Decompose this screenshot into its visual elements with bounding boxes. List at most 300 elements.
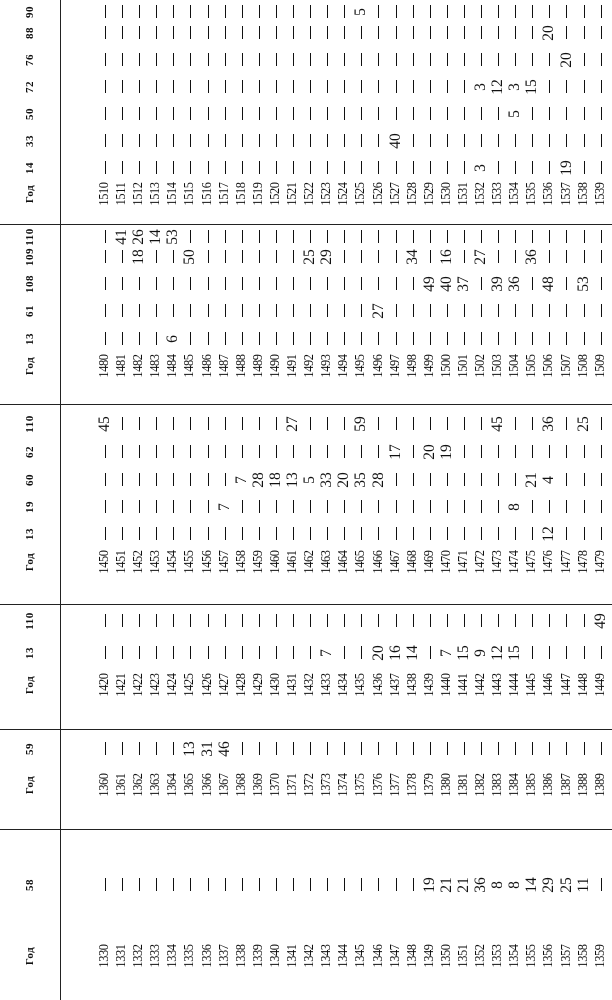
year-cell: 1463: [319, 550, 335, 574]
year-cell: 1335: [182, 944, 198, 968]
dash-mark: [515, 528, 516, 541]
year-cell: 1536: [541, 182, 557, 206]
empty-dash: [250, 733, 267, 765]
dash-mark: [566, 81, 567, 94]
dash-mark: [105, 231, 106, 244]
dash-mark: [139, 333, 140, 346]
empty-dash: [216, 869, 233, 901]
empty-dash: [113, 436, 130, 468]
empty-dash: [233, 605, 250, 637]
empty-dash: [540, 637, 557, 669]
empty-dash: [506, 221, 523, 253]
dash-mark: [310, 27, 311, 40]
dash-mark: [208, 528, 209, 541]
dash-mark: [139, 54, 140, 67]
dash-mark: [139, 446, 140, 459]
empty-dash: [164, 733, 181, 765]
year-cell: 1524: [336, 182, 352, 206]
dash-mark: [173, 27, 174, 40]
year-cell: 1380: [438, 773, 454, 797]
year-cell: 1387: [558, 773, 574, 797]
empty-dash: [181, 323, 198, 355]
year-cell: 1353: [490, 944, 506, 968]
dash-mark: [173, 162, 174, 175]
year-cell: 1357: [558, 944, 574, 968]
dash-mark: [566, 418, 567, 431]
year-cell: 1429: [250, 673, 266, 697]
empty-dash: [113, 323, 130, 355]
dash-mark: [293, 528, 294, 541]
value-cell: 26: [130, 229, 148, 245]
dash-mark: [293, 879, 294, 892]
empty-dash: [130, 0, 147, 28]
dash-mark: [156, 446, 157, 459]
dash-mark: [225, 615, 226, 628]
year-cell: 1442: [473, 673, 489, 697]
dash-mark: [208, 474, 209, 487]
dash-mark: [549, 231, 550, 244]
year-cell: 1464: [336, 550, 352, 574]
empty-dash: [130, 733, 147, 765]
dash-mark: [156, 81, 157, 94]
dash-mark: [549, 162, 550, 175]
year-cell: 1511: [114, 182, 130, 206]
dash-mark: [105, 615, 106, 628]
dash-mark: [105, 108, 106, 121]
dash-mark: [276, 54, 277, 67]
empty-dash: [404, 408, 421, 440]
dash-mark: [464, 6, 465, 19]
year-cell: 1421: [114, 673, 130, 697]
empty-dash: [489, 733, 506, 765]
dash-mark: [601, 743, 602, 756]
station-header: 76: [24, 54, 36, 66]
empty-dash: [540, 436, 557, 468]
year-cell: 1345: [353, 944, 369, 968]
table-block: [0, 0, 612, 225]
dash-mark: [190, 81, 191, 94]
dash-mark: [378, 743, 379, 756]
empty-dash: [370, 733, 387, 765]
empty-dash: [506, 605, 523, 637]
table-block: [0, 604, 612, 730]
value-cell: 29: [540, 877, 558, 893]
dash-mark: [122, 108, 123, 121]
dash-mark: [464, 418, 465, 431]
value-cell: 12: [540, 526, 558, 542]
dash-mark: [276, 501, 277, 514]
year-cell: 1502: [473, 354, 489, 378]
empty-dash: [352, 637, 369, 669]
year-cell: 1360: [97, 773, 112, 797]
empty-dash: [592, 869, 609, 901]
empty-dash: [387, 605, 404, 637]
year-cell: 1534: [507, 182, 523, 206]
empty-dash: [404, 436, 421, 468]
dash-mark: [208, 162, 209, 175]
dash-mark: [396, 418, 397, 431]
dash-mark: [310, 879, 311, 892]
dash-mark: [447, 231, 448, 244]
dash-mark: [361, 81, 362, 94]
dash-mark: [139, 647, 140, 660]
dash-mark: [259, 231, 260, 244]
empty-dash: [370, 605, 387, 637]
empty-dash: [387, 464, 404, 496]
dash-mark: [105, 162, 106, 175]
dash-mark: [532, 647, 533, 660]
dash-mark: [259, 333, 260, 346]
year-cell: 1376: [370, 773, 386, 797]
empty-dash: [301, 408, 318, 440]
empty-dash: [455, 436, 472, 468]
dash-mark: [413, 6, 414, 19]
dash-mark: [173, 879, 174, 892]
station-header: 59: [24, 743, 36, 755]
value-cell: 14: [523, 877, 541, 893]
dash-mark: [396, 528, 397, 541]
empty-dash: [421, 323, 438, 355]
dash-mark: [361, 305, 362, 318]
dash-mark: [447, 743, 448, 756]
empty-dash: [438, 0, 455, 28]
empty-dash: [233, 637, 250, 669]
dash-mark: [566, 501, 567, 514]
value-cell: 16: [386, 645, 404, 661]
empty-dash: [506, 464, 523, 496]
empty-dash: [199, 637, 216, 669]
empty-dash: [438, 605, 455, 637]
dash-mark: [361, 446, 362, 459]
empty-dash: [233, 323, 250, 355]
value-cell: 25: [557, 877, 575, 893]
value-column: [96, 323, 609, 355]
dash-mark: [464, 108, 465, 121]
dash-mark: [413, 743, 414, 756]
dash-mark: [378, 231, 379, 244]
empty-dash: [199, 408, 216, 440]
dash-mark: [190, 135, 191, 148]
year-cell: 1447: [558, 673, 574, 697]
empty-dash: [130, 869, 147, 901]
year-cell: 1336: [199, 944, 215, 968]
year-cell: 1362: [131, 773, 147, 797]
empty-dash: [284, 323, 301, 355]
empty-dash: [335, 869, 352, 901]
year-cell: 1493: [319, 354, 335, 378]
empty-dash: [164, 605, 181, 637]
empty-dash: [558, 436, 575, 468]
dash-mark: [276, 81, 277, 94]
year-cell: 1523: [319, 182, 335, 206]
dash-mark: [276, 528, 277, 541]
year-cell: 1520: [267, 182, 283, 206]
value-cell: 25: [301, 249, 319, 265]
dash-mark: [413, 108, 414, 121]
dash-mark: [601, 6, 602, 19]
year-cell: 1435: [353, 673, 369, 697]
dash-mark: [481, 333, 482, 346]
value-cell: 4: [540, 476, 558, 484]
year-column: [96, 763, 609, 807]
dash-mark: [601, 278, 602, 291]
dash-mark: [481, 615, 482, 628]
dash-mark: [122, 879, 123, 892]
empty-dash: [96, 733, 113, 765]
dash-mark: [242, 615, 243, 628]
dash-mark: [139, 162, 140, 175]
empty-dash: [318, 605, 335, 637]
year-cell: 1365: [182, 773, 198, 797]
dash-mark: [361, 879, 362, 892]
dash-mark: [208, 231, 209, 244]
empty-dash: [284, 0, 301, 28]
value-cell: 49: [591, 613, 609, 629]
dash-mark: [105, 54, 106, 67]
dash-mark: [344, 446, 345, 459]
empty-dash: [301, 323, 318, 355]
empty-dash: [438, 408, 455, 440]
dash-mark: [378, 108, 379, 121]
dash-mark: [498, 231, 499, 244]
empty-dash: [147, 408, 164, 440]
year-cell: 1450: [97, 550, 112, 574]
dash-mark: [584, 81, 585, 94]
dash-mark: [532, 231, 533, 244]
dash-mark: [601, 135, 602, 148]
value-cell: 41: [113, 229, 131, 245]
empty-dash: [387, 733, 404, 765]
dash-mark: [430, 81, 431, 94]
year-cell: 1364: [165, 773, 181, 797]
dash-mark: [361, 162, 362, 175]
dash-mark: [139, 418, 140, 431]
dash-mark: [498, 27, 499, 40]
year-cell: 1497: [387, 354, 403, 378]
year-cell: 1338: [233, 944, 249, 968]
empty-dash: [489, 323, 506, 355]
dash-mark: [396, 333, 397, 346]
dash-mark: [515, 135, 516, 148]
year-cell: 1496: [370, 354, 386, 378]
empty-dash: [387, 221, 404, 253]
dash-mark: [532, 54, 533, 67]
empty-dash: [592, 436, 609, 468]
year-cell: 1367: [216, 773, 232, 797]
dash-mark: [327, 278, 328, 291]
dash-mark: [105, 135, 106, 148]
year-cell: 1505: [524, 354, 540, 378]
empty-dash: [181, 605, 198, 637]
dash-mark: [396, 6, 397, 19]
year-cell: 1431: [285, 673, 301, 697]
dash-mark: [430, 647, 431, 660]
dash-mark: [378, 54, 379, 67]
year-cell: 1350: [438, 944, 454, 968]
empty-dash: [558, 408, 575, 440]
dash-mark: [293, 501, 294, 514]
value-cell: 8: [506, 503, 524, 511]
empty-dash: [558, 323, 575, 355]
dash-mark: [464, 528, 465, 541]
dash-mark: [566, 528, 567, 541]
dash-mark: [584, 501, 585, 514]
dash-mark: [532, 615, 533, 628]
dash-mark: [242, 278, 243, 291]
year-header: Год: [24, 675, 36, 695]
value-cell: 3: [506, 83, 524, 91]
dash-mark: [122, 446, 123, 459]
dash-mark: [498, 135, 499, 148]
dash-mark: [464, 81, 465, 94]
empty-dash: [421, 408, 438, 440]
dash-mark: [105, 501, 106, 514]
dash-mark: [259, 615, 260, 628]
dash-mark: [532, 528, 533, 541]
year-cell: 1474: [507, 550, 523, 574]
empty-dash: [438, 323, 455, 355]
dash-mark: [208, 879, 209, 892]
dash-mark: [601, 54, 602, 67]
empty-dash: [540, 605, 557, 637]
dash-mark: [515, 743, 516, 756]
dash-mark: [566, 474, 567, 487]
dash-mark: [310, 528, 311, 541]
dash-mark: [122, 278, 123, 291]
station-header: 50: [24, 108, 36, 120]
header-row: [0, 0, 61, 224]
dash-mark: [190, 333, 191, 346]
empty-dash: [335, 436, 352, 468]
empty-dash: [387, 869, 404, 901]
dash-mark: [413, 418, 414, 431]
year-cell: 1331: [114, 944, 130, 968]
value-cell: 11: [574, 877, 592, 893]
dash-mark: [532, 6, 533, 19]
year-cell: 1487: [216, 354, 232, 378]
dash-mark: [276, 743, 277, 756]
year-cell: 1486: [199, 354, 215, 378]
empty-dash: [318, 408, 335, 440]
dash-mark: [601, 27, 602, 40]
year-cell: 1537: [558, 182, 574, 206]
year-cell: 1332: [131, 944, 147, 968]
dash-mark: [208, 501, 209, 514]
value-cell: 20: [557, 52, 575, 68]
year-cell: 1495: [353, 354, 369, 378]
empty-dash: [404, 221, 421, 253]
year-cell: 1461: [285, 550, 301, 574]
dash-mark: [515, 615, 516, 628]
dash-mark: [361, 231, 362, 244]
dash-mark: [601, 647, 602, 660]
dash-mark: [549, 135, 550, 148]
dash-mark: [327, 81, 328, 94]
dash-mark: [344, 501, 345, 514]
dash-mark: [327, 27, 328, 40]
empty-dash: [318, 733, 335, 765]
empty-dash: [489, 436, 506, 468]
empty-dash: [284, 605, 301, 637]
empty-dash: [404, 605, 421, 637]
dash-mark: [225, 305, 226, 318]
empty-dash: [216, 221, 233, 253]
year-cell: 1518: [233, 182, 249, 206]
dash-mark: [122, 135, 123, 148]
station-header: 109: [24, 248, 36, 266]
empty-dash: [421, 605, 438, 637]
empty-dash: [181, 869, 198, 901]
value-cell: 9: [472, 649, 490, 657]
value-cell: 15: [506, 645, 524, 661]
year-cell: 1538: [575, 182, 591, 206]
empty-dash: [575, 0, 592, 28]
year-cell: 1384: [507, 773, 523, 797]
empty-dash: [523, 436, 540, 468]
dash-mark: [259, 647, 260, 660]
year-cell: 1471: [455, 550, 471, 574]
dash-mark: [327, 108, 328, 121]
empty-dash: [113, 733, 130, 765]
year-cell: 1466: [370, 550, 386, 574]
empty-dash: [96, 637, 113, 669]
year-cell: 1427: [216, 673, 232, 697]
dash-mark: [396, 231, 397, 244]
dash-mark: [190, 108, 191, 121]
empty-dash: [523, 733, 540, 765]
dash-mark: [276, 647, 277, 660]
dash-mark: [225, 418, 226, 431]
station-header: 110: [24, 228, 36, 246]
dash-mark: [498, 305, 499, 318]
dash-mark: [344, 743, 345, 756]
dash-mark: [156, 27, 157, 40]
empty-dash: [558, 605, 575, 637]
value-cell: 3: [472, 164, 490, 172]
dash-mark: [122, 81, 123, 94]
year-cell: 1539: [592, 182, 608, 206]
value-cell: 7: [232, 476, 250, 484]
dash-mark: [173, 418, 174, 431]
dash-mark: [156, 108, 157, 121]
station-header: 108: [24, 275, 36, 293]
empty-dash: [592, 464, 609, 496]
empty-dash: [181, 408, 198, 440]
dash-mark: [242, 879, 243, 892]
value-cell: 13: [181, 741, 199, 757]
table-block: [0, 729, 612, 830]
dash-mark: [225, 162, 226, 175]
empty-dash: [130, 323, 147, 355]
year-cell: 1371: [285, 773, 301, 797]
year-cell: 1527: [387, 182, 403, 206]
dash-mark: [310, 743, 311, 756]
value-cell: 18: [266, 472, 284, 488]
header-row: [0, 404, 61, 604]
dash-mark: [464, 27, 465, 40]
empty-dash: [523, 0, 540, 28]
dash-mark: [293, 743, 294, 756]
year-cell: 1498: [404, 354, 420, 378]
dash-mark: [378, 528, 379, 541]
dash-mark: [122, 27, 123, 40]
dash-mark: [549, 647, 550, 660]
year-cell: 1366: [199, 773, 215, 797]
year-cell: 1449: [592, 673, 608, 697]
dash-mark: [481, 446, 482, 459]
station-header: 61: [24, 305, 36, 317]
value-cell: 7: [215, 503, 233, 511]
